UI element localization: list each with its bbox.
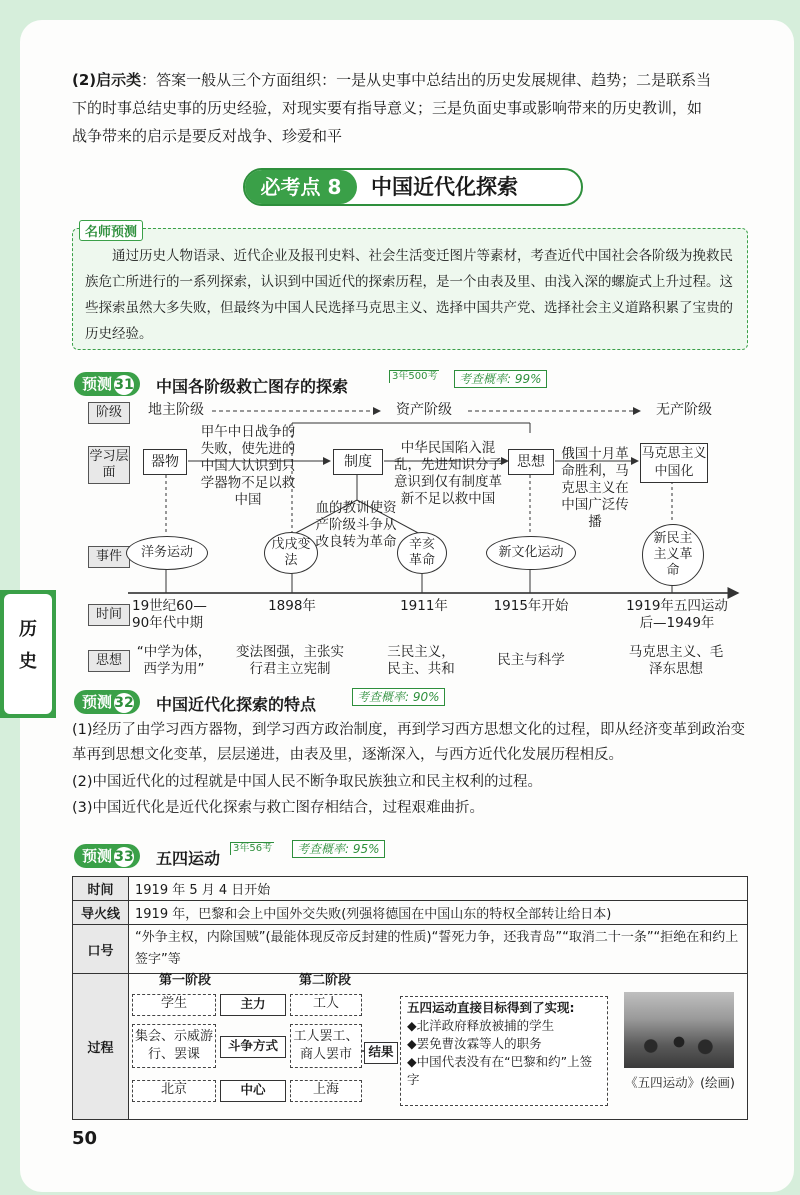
section-32-title: 中国近代化探索的特点 — [156, 695, 317, 714]
keypoint-heading — [243, 168, 583, 206]
thought-3: 三民主义，民主、共和 — [387, 644, 455, 677]
center-label: 中心 — [220, 1080, 286, 1102]
stage2-main-force: 工人 — [290, 994, 362, 1016]
stage1-center: 北京 — [132, 1080, 216, 1102]
time-3: 1911年 — [400, 598, 448, 614]
section-32-badge — [74, 690, 140, 714]
intro-line-2: 下的时事总结史事的历史经验，对现实要有指导意义；三是负面史事或影响带来的历史教训，如 — [72, 99, 703, 117]
s32-point-3: (3)中国近代化是近代化探索与救亡图存相结合，过程艰难曲折。 — [72, 800, 485, 816]
thought-2: 变法图强，主张实行君主立宪制 — [236, 644, 344, 677]
thought-4: 民主与科学 — [497, 652, 565, 668]
s32-point-2: (2)中国近代化的过程就是中国人民不断争取民族独立和民主权利的过程。 — [72, 774, 543, 790]
result-title: 五四运动直接目标得到了实现: — [407, 1000, 575, 1015]
section-31-probability: 考查概率: 99% — [454, 370, 547, 388]
process-header: 过程 — [73, 974, 129, 1120]
keypoint-label: 必考点 8 — [245, 170, 357, 204]
section-31-source: 3年500考 — [389, 370, 439, 383]
time-value: 1919 年 5 月 4 日开始 — [129, 877, 748, 901]
prediction-text: 通过历史人物语录、近代企业及报刊史料、社会生活变迁图片等素材，考查近代中国社会各阶级为挽救民族危亡所进行的一系列探索，认识到中国近代的探索历程，是一个由表及里、由浅入深的螺旋式上升过程。这些探索虽然大多失败，但最终为中国人民选择马克思主义、选择中国共产党、选择社会主义道路积累了宝贵的历史经验。 — [85, 248, 733, 342]
slogan-value: “外争主权，内除国贼”(最能体现反帝反封建的性质)“誓死力争，还我青岛”“取消二十一条”“拒绝在和约上签字”等 — [129, 925, 748, 974]
badge-number: 33 — [114, 849, 134, 865]
intro-line-1: ：答案一般从三个方面组织：一是从史事中总结出的历史发展规律、趋势；二是联系当 — [141, 71, 712, 89]
intro-line-3: 战争带来的启示是要反对战争、珍爱和平 — [72, 127, 343, 145]
row-label-time: 时间 — [88, 604, 130, 626]
section-31-title: 中国各阶级救亡图存的探索 — [156, 377, 349, 396]
slogan-header: 口号 — [73, 925, 129, 974]
fuse-value: 1919 年，巴黎和会上中国外交失败(列强将德国在中国山东的特权全部转让给日本) — [129, 901, 748, 925]
result-item: ◆中国代表没有在“巴黎和约”上签字 — [407, 1054, 593, 1087]
painting-crowd — [632, 1022, 726, 1062]
stage-1-label: 第一阶段 — [158, 973, 211, 988]
table-row — [73, 901, 748, 925]
event-revolution-1911: 辛亥革命 — [397, 532, 447, 574]
note-reform: 血的教训使资产阶级斗争从改良转为革命 — [315, 500, 397, 550]
row-label-class: 阶级 — [88, 402, 130, 424]
stage-2-label: 第二阶段 — [298, 973, 351, 988]
badge-prefix: 预测 — [82, 375, 113, 393]
page-number: 50 — [72, 1128, 98, 1149]
section-33-probability: 考查概率: 95% — [292, 840, 385, 858]
section-31-badge — [74, 372, 140, 396]
section-32-probability: 考查概率: 90% — [352, 688, 445, 706]
event-new-culture: 新文化运动 — [486, 536, 576, 570]
intro-paragraph — [72, 66, 752, 150]
s32-point-1: (1)经历了由学习西方器物，到学习西方政治制度，再到学习西方思想文化的过程，即从经济变革到政治变革再到思想文化变革，层层递进，由表及里，逐渐深入，与西方近代化发展历程相反。 — [72, 722, 746, 763]
time-1: 19世纪60—90年代中期 — [132, 598, 207, 631]
stage1-method: 集会、示威游行、罢课 — [132, 1024, 216, 1068]
thought-1: “中学为体，西学为用” — [136, 644, 212, 677]
thought-5: 马克思主义、毛泽东思想 — [628, 644, 724, 677]
time-5: 1919年五四运动后—1949年 — [626, 598, 728, 631]
fuse-header: 导火线 — [73, 901, 129, 925]
level-system: 制度 — [333, 449, 383, 475]
result-item: ◆罢免曹汝霖等人的职务 — [407, 1036, 542, 1051]
note-system: 中华民国陷入混乱，先进知识分子意识到仅有制度革新不足以救中国 — [394, 440, 502, 507]
level-thought: 思想 — [508, 449, 554, 475]
painting-caption: 《五四运动》(绘画) — [625, 1075, 735, 1090]
method-label: 斗争方式 — [220, 1036, 286, 1058]
stage2-method: 工人罢工、商人罢市 — [290, 1024, 362, 1068]
section-33-badge — [74, 844, 140, 868]
note-artifact: 甲午中日战争的失败，使先进的中国人认识到只学器物不足以救中国 — [200, 424, 296, 508]
row-label-event: 事件 — [88, 546, 130, 568]
note-thought: 俄国十月革命胜利，马克思主义在中国广泛传播 — [561, 446, 629, 530]
event-westernization: 洋务运动 — [126, 536, 208, 570]
event-new-democratic: 新民主主义革命 — [642, 524, 704, 586]
section-33-source: 3年56考 — [230, 842, 274, 855]
result-box — [400, 996, 608, 1106]
result-item: ◆北洋政府释放被捕的学生 — [407, 1018, 555, 1033]
may-fourth-painting — [624, 992, 734, 1068]
badge-number: 32 — [114, 695, 134, 711]
prediction-tag: 名师预测 — [79, 220, 143, 241]
class-landlord: 地主阶级 — [148, 402, 204, 418]
keypoint-title: 中国近代化探索 — [371, 175, 518, 199]
teacher-prediction-box — [72, 225, 748, 350]
row-label-level: 学习层面 — [88, 446, 130, 484]
time-2: 1898年 — [268, 598, 316, 614]
event-reform-1898: 戊戌变法 — [264, 532, 318, 574]
badge-prefix: 预测 — [82, 693, 113, 711]
time-header: 时间 — [73, 877, 129, 901]
time-4: 1915年开始 — [493, 598, 569, 614]
table-row — [73, 877, 748, 901]
badge-prefix: 预测 — [82, 847, 113, 865]
diagram-connectors — [0, 395, 800, 625]
class-bourgeoisie: 资产阶级 — [396, 402, 452, 418]
level-artifact: 器物 — [143, 449, 187, 475]
class-proletariat: 无产阶级 — [656, 402, 712, 418]
level-marxism: 马克思主义中国化 — [640, 443, 708, 483]
row-label-thought: 思想 — [88, 650, 130, 672]
section-33-title: 五四运动 — [156, 849, 221, 868]
result-label: 结果 — [364, 1042, 398, 1064]
main-force-label: 主力 — [220, 994, 286, 1016]
table-row — [73, 925, 748, 974]
side-tab-text: 历史 — [19, 619, 37, 672]
stage1-main-force: 学生 — [132, 994, 216, 1016]
intro-label: (2)启示类 — [72, 71, 142, 89]
stage2-center: 上海 — [290, 1080, 362, 1102]
badge-number: 31 — [114, 377, 134, 393]
